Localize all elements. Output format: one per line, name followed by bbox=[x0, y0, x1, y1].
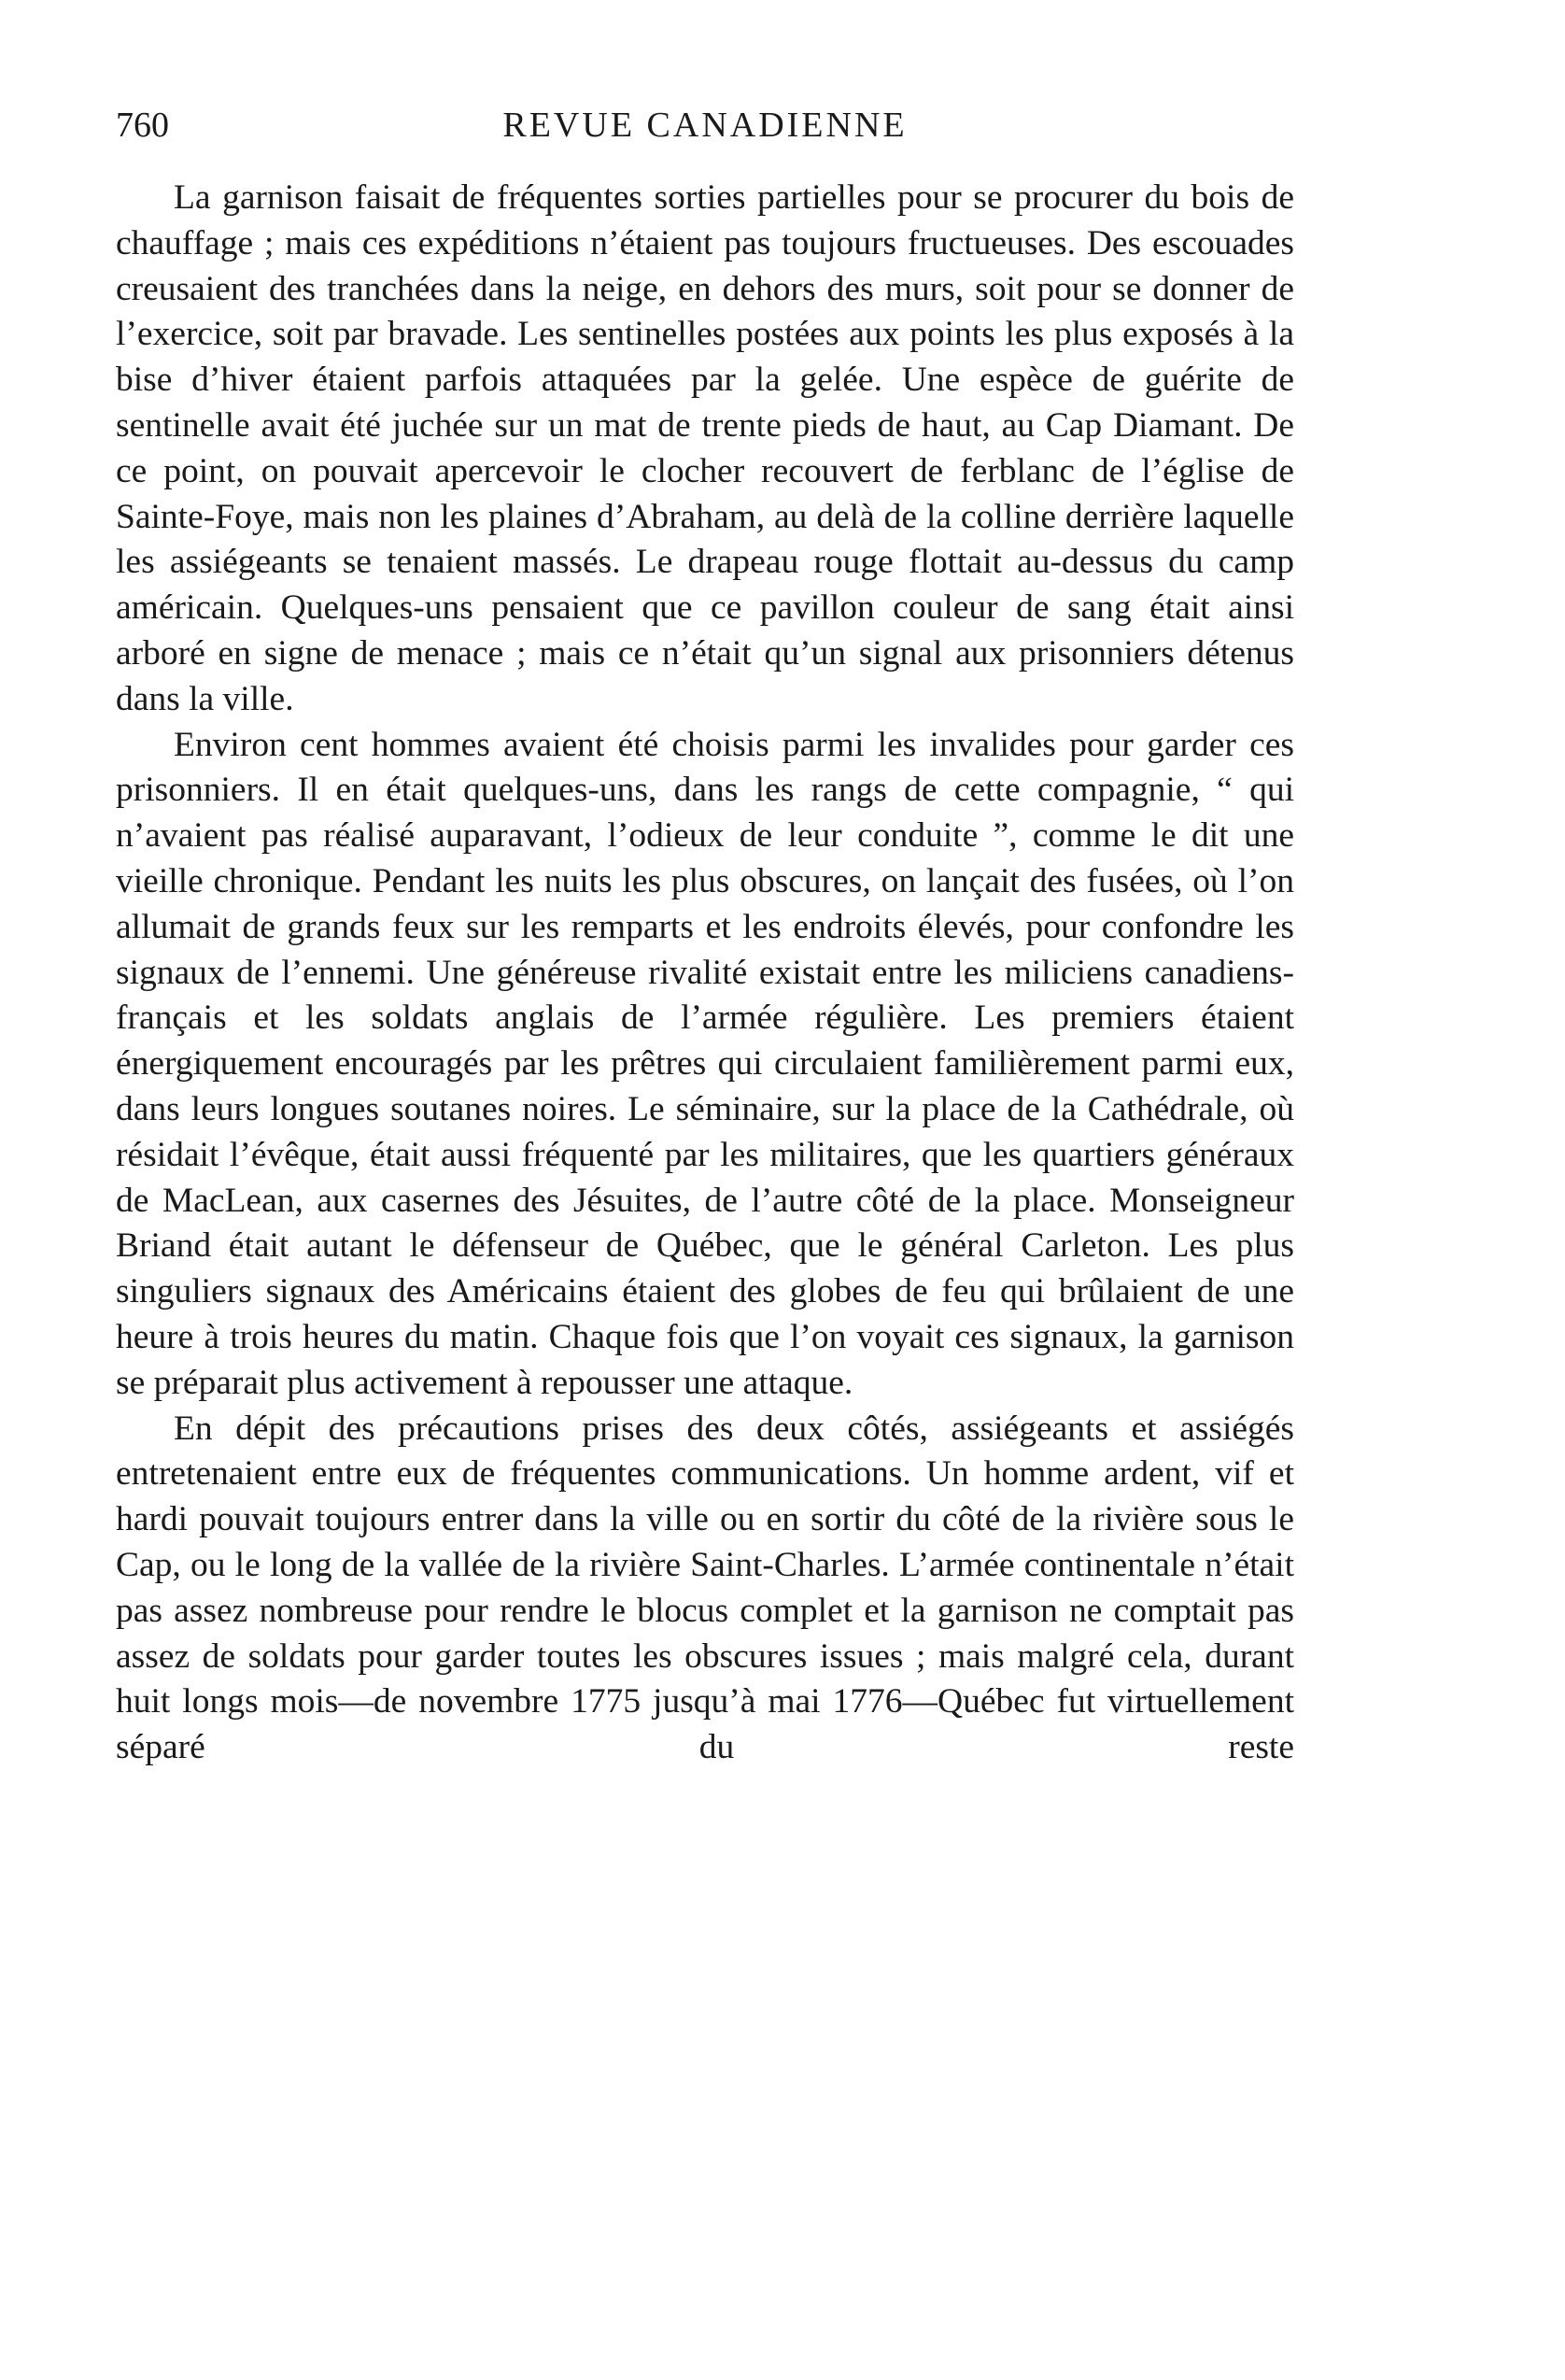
paragraph-prisoner-guards: Environ cent hommes avaient été choisis parmi les invalides pour garder ces prisonniers. Il en était quelques-uns, dans les rangs de cette compagnie, “ qui n’avaient pas réalisé auparavant, l’odieux de leur conduite ”, comme le dit une vieille chronique. Pendant les nuits les plus obscures, on lançait des fusées, où l’on allumait de grands feux sur les remparts et les endroits élevés, pour confondre les signaux de l’ennemi. Une généreuse rivalité existait entre les miliciens canadiens-français et les soldats anglais de l’armée régulière. Les premiers étaient énergiquement encouragés par les prêtres qui circulaient familièrement parmi eux, dans leurs longues soutanes noires. Le séminaire, sur la place de la Cathédrale, où résidait l’évêque, était aussi fréquenté par les militaires, que les quartiers généraux de MacLean, aux casernes des Jésuites, de l’autre côté de la place. Monseigneur Briand était autant le défenseur de Québec, que le général Carleton. Les plus singuliers signaux des Américains étaient des globes de feu qui brûlaient de une heure à trois heures du matin. Chaque fois que l’on voyait ces signaux, la garnison se préparait plus activement à repousser une attaque. bbox=[116, 725, 1294, 1402]
page-number: 760 bbox=[116, 106, 169, 145]
paragraph-communications: En dépit des précautions prises des deux côtés, assiégeants et assiégés entretenaient entre eux de fréquentes communications. Un homme ardent, vif et hardi pouvait toujours entrer dans la ville ou en sortir du côté de la rivière sous le Cap, ou le long de la vallée de la rivière Saint-Charles. L’armée continentale n’était pas assez nombreuse pour rendre le blocus complet et la garnison ne comptait pas assez de soldats pour garder toutes les obscures issues ; mais malgré cela, durant huit longs mois—de novembre 1775 jusqu’à mai 1776—Québec fut virtuellement séparé du reste bbox=[116, 1409, 1294, 1767]
body-text bbox=[116, 176, 1294, 1771]
journal-title: REVUE CANADIENNE bbox=[502, 106, 908, 145]
running-head bbox=[116, 97, 1294, 153]
paragraph-garrison-sorties: La garnison faisait de fréquentes sorties partielles pour se procurer du bois de chauffage ; mais ces expéditions n’étaient pas toujours fructueuses. Des escouades creusaient des tranchées dans la neige, en dehors des murs, soit pour se donner de l’exercice, soit par bravade. Les sentinelles postées aux points les plus exposés à la bise d’hiver étaient parfois attaquées par la gelée. Une espèce de guérite de sentinelle avait été juchée sur un mat de trente pieds de haut, au Cap Diamant. De ce point, on pouvait apercevoir le clocher recouvert de ferblanc de l’église de Sainte-Foye, mais non les plaines d’Abraham, au delà de la colline derrière laquelle les assiégeants se tenaient massés. Le drapeau rouge flottait au-dessus du camp américain. Quelques-uns pensaient que ce pavillon couleur de sang était ainsi arboré en signe de menace ; mais ce n’était qu’un signal aux prisonniers détenus dans la ville. bbox=[116, 178, 1294, 718]
